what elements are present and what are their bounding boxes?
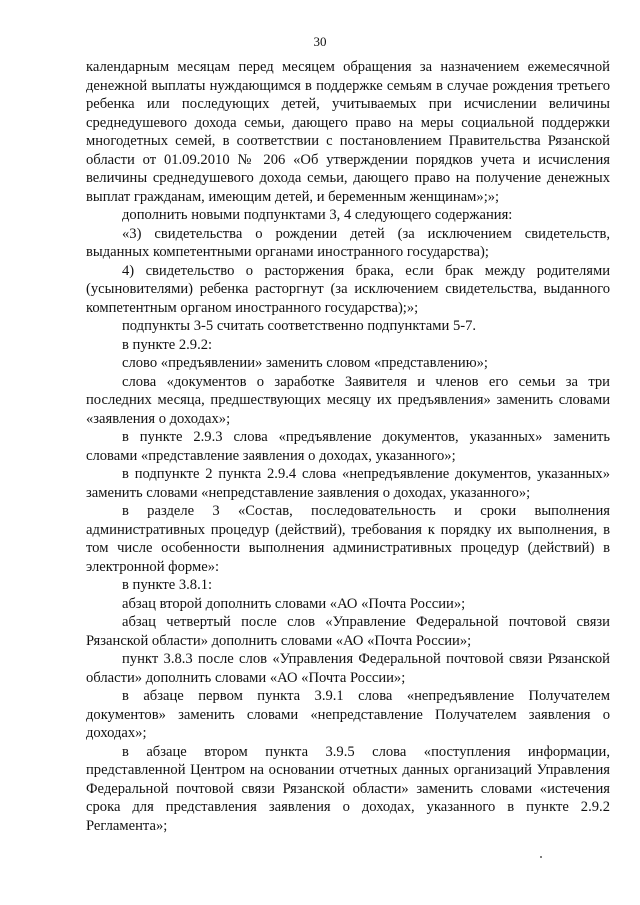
document-body bbox=[86, 58, 610, 835]
paragraph-4: 4) свидетельство о расторжения брака, если брак между родителями (усыновителями) ребенка расторгнут (за исключением свидетельства, выданного компетентным органом иностранного государства);»; bbox=[86, 262, 610, 316]
scan-speck bbox=[540, 856, 542, 858]
paragraph-16: в абзаце первом пункта 3.9.1 слова «непредъявление Получателем документов» заменить словами «непредставление Получателем заявления о доходах»; bbox=[86, 688, 610, 741]
paragraph-17: в абзаце втором пункта 3.9.5 слова «поступления информации, представленной Центром на основании отчетных данных организаций Управления Федеральной почтовой связи Рязанской области» заменить словами «истечения срока для представления заявления о доходах, указанного в пункте 2.9.2 Регламента»; bbox=[86, 743, 610, 834]
paragraph-7: слово «предъявлении» заменить словом «представлению»; bbox=[122, 355, 488, 371]
paragraph-1: календарным месяцам перед месяцем обращения за назначением ежемесячной денежной выплаты нуждающимся в поддержке семьям в случае рождения третьего ребенка или последующих детей, учитываемых при исчислении величины среднедушевого дохода семьи, дающего право на меры социальной поддержки многодетных семей, в соответствии с постановлением Правительства Рязанской области от 01.09.2010 № 206 «Об утверждении порядков учета и исчисления величины среднедушевого дохода семьи, дающего право на получение денежных выплат гражданам, имеющим детей, и беременным женщинам»;»; bbox=[86, 59, 610, 205]
page-number: 30 bbox=[313, 34, 327, 49]
paragraph-15: пункт 3.8.3 после слов «Управления Федеральной почтовой связи Рязанской области» дополнить словами «АО «Почта России»; bbox=[86, 651, 610, 686]
paragraph-11: в разделе 3 «Состав, последовательность и сроки выполнения административных процедур (действий), требования к порядку их выполнения, в том числе особенности выполнения административных процедур (действий) в электронной форме»: bbox=[86, 503, 610, 575]
paragraph-5: подпункты 3-5 считать соответственно подпунктами 5-7. bbox=[122, 318, 477, 334]
paragraph-2: дополнить новыми подпунктами 3, 4 следующего содержания: bbox=[122, 207, 513, 223]
paragraph-12: в пункте 3.8.1: bbox=[122, 577, 213, 593]
paragraph-6: в пункте 2.9.2: bbox=[122, 336, 213, 353]
paragraph-14: абзац четвертый после слов «Управление Федеральной почтовой связи Рязанской области» дополнить словами «АО «Почта России»; bbox=[86, 614, 610, 649]
paragraph-10: в подпункте 2 пункта 2.9.4 слова «непредъявление документов, указанных» заменить словами «непредставление заявления о доходах, указанного»; bbox=[86, 466, 610, 501]
paragraph-9: в пункте 2.9.3 слова «предъявление документов, указанных» заменить словами «представление заявления о доходах, указанного»; bbox=[86, 429, 610, 464]
paragraph-8: слова «документов о заработке Заявителя и членов его семьи за три последних месяца, предшествующих месяцу их предъявления» заменить словами «заявления о доходах»; bbox=[86, 373, 610, 427]
paragraph-3: «3) свидетельства о рождении детей (за исключением свидетельств, выданных компетентными органами иностранного государства); bbox=[86, 225, 610, 260]
paragraph-13: абзац второй дополнить словами «АО «Почта России»; bbox=[122, 595, 466, 612]
